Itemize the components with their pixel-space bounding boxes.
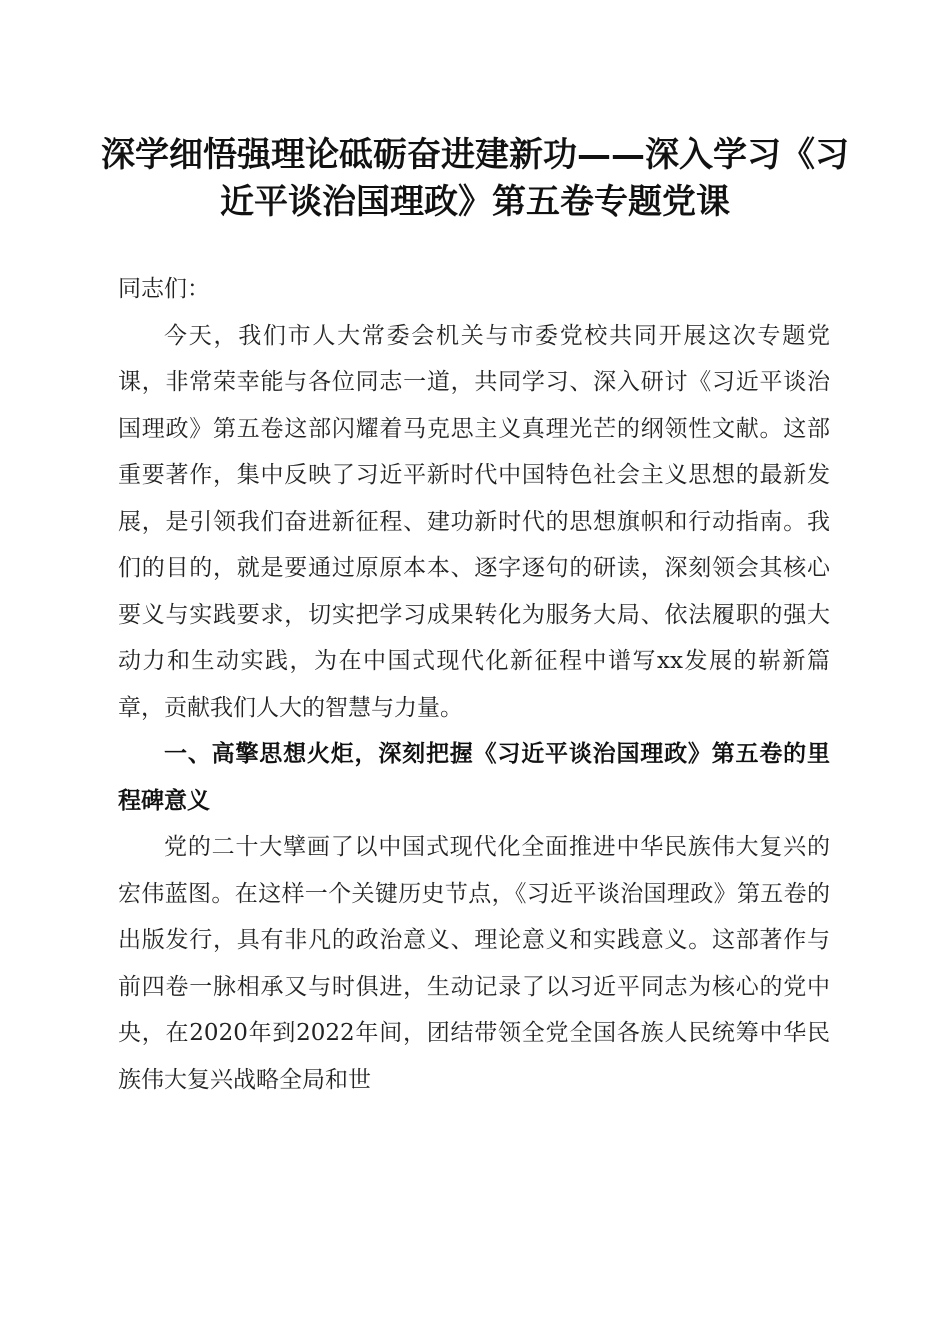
greeting: 同志们： <box>118 276 210 302</box>
section-1-paragraph: 党的二十大擘画了以中国式现代化全面推进中华民族伟大复兴的宏伟蓝图。在这样一个关键历史节点，《习近平谈治国理政》第五卷的出版发行，具有非凡的政治意义、理论意义和实践意义。这部著作与前四卷一脉相承又与时俱进，生动记录了以习近平同志为核心的党中央，在2020年到2022年间，团结带领全党全国各族人民统筹中华民族伟大复兴战略全局和世 <box>118 834 830 1093</box>
document-title: 深学细悟强理论砥砺奋进建新功——深入学习《习近平谈治国理政》第五卷专题党课 <box>101 135 849 222</box>
document-body <box>118 266 830 1103</box>
section-heading-1: 一、高擎思想火炬，深刻把握《习近平谈治国理政》第五卷的里程碑意义 <box>118 741 830 814</box>
intro-paragraph: 今天，我们市人大常委会机关与市委党校共同开展这次专题党课，非常荣幸能与各位同志一道，共同学习、深入研讨《习近平谈治国理政》第五卷这部闪耀着马克思主义真理光芒的纲领性文献。这部重要著作，集中反映了习近平新时代中国特色社会主义思想的最新发展，是引领我们奋进新征程、建功新时代的思想旗帜和行动指南。我们的目的，就是要通过原原本本、逐字逐句的研读，深刻领会其核心要义与实践要求，切实把学习成果转化为服务大局、依法履职的强大动力和生动实践，为在中国式现代化新征程中谱写xx发展的崭新篇章，贡献我们人大的智慧与力量。 <box>118 322 830 721</box>
